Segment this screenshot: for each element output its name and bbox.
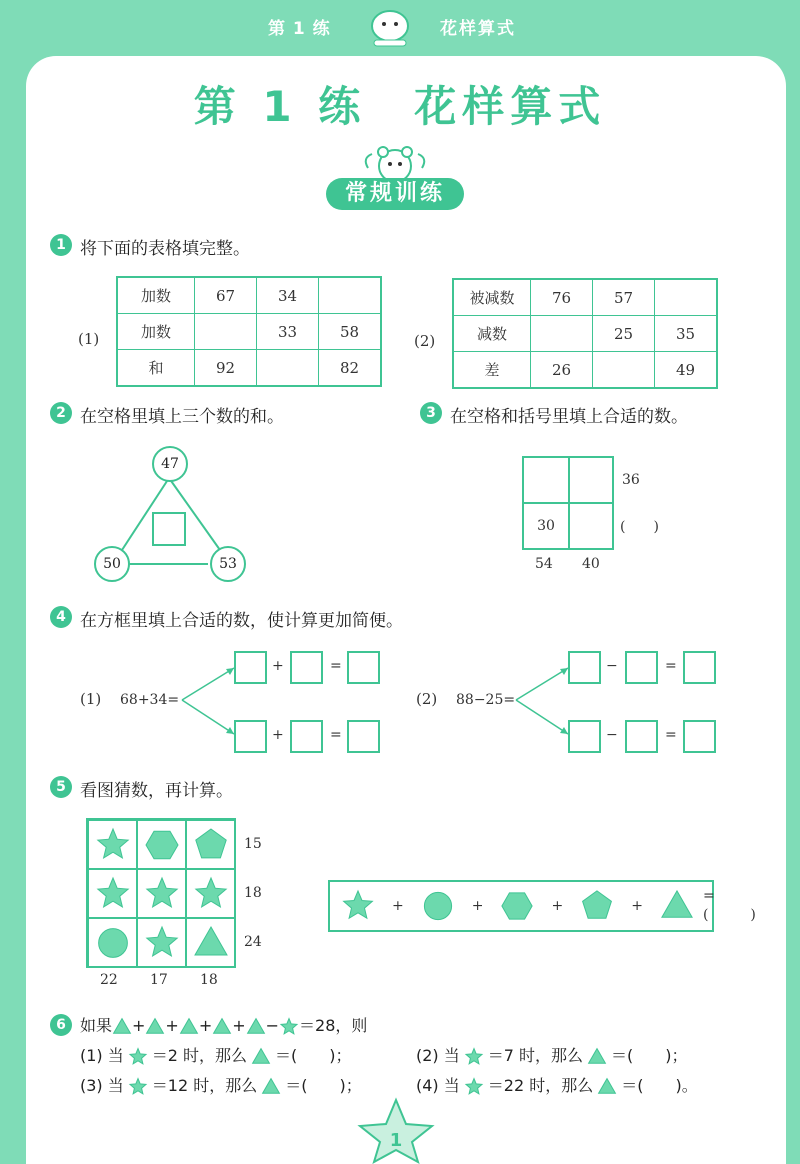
star-icon [186,869,235,918]
star-icon [128,1046,148,1065]
sum-answer-box[interactable] [152,512,186,546]
triangle-left-value: 50 [94,546,130,582]
intro-if: 如果 [80,1016,113,1035]
operator-sign: + [232,1016,246,1035]
star-icon [137,869,186,918]
question-1-text: 将下面的表格填完整。 [80,239,250,259]
line-text: (3) 当 [80,1076,124,1095]
table-cell: 被减数 [453,279,531,316]
triangle-icon [587,1046,607,1065]
line-text: (2) 当 [416,1046,460,1065]
equals-sign: = [665,658,677,674]
part-2-label: (2) [416,690,438,708]
triangle-icon [597,1076,617,1095]
col-sum-1: 54 [535,556,553,572]
answer-box[interactable] [347,720,380,753]
operator-sign: + [198,1016,213,1035]
table-cell: 加数 [117,277,195,314]
part-1-expression: 68+34= [120,692,180,708]
table-row [117,314,381,350]
minus-sign: − [606,727,618,743]
answer-box[interactable] [683,651,716,684]
answer-blank[interactable]: ＝( )； [611,1046,688,1065]
answer-box[interactable] [625,651,658,684]
equals-sign: = [330,658,342,674]
subtraction-table [452,278,718,389]
triangle-icon [186,918,235,967]
question-number-6: 6 [50,1014,72,1036]
pentagon-icon [186,820,235,869]
equals-sign: = [665,727,677,743]
table-cell-blank[interactable] [593,352,655,389]
question-number-3: 3 [420,402,442,424]
line-text: ＝12 时，那么 [151,1076,258,1095]
answer-box[interactable] [290,720,323,753]
header-topic: 花样算式 [440,19,516,39]
question-4-text: 在方框里填上合适的数，使计算更加简便。 [80,611,403,631]
split-arrows-2 [514,660,574,740]
shape-equation-box [328,880,756,932]
triangle-icon [251,1046,271,1065]
pentagon-icon [579,888,615,924]
answer-blank[interactable]: ＝( )； [275,1046,352,1065]
table-cell-blank[interactable] [319,277,382,314]
table-cell: 25 [593,316,655,352]
minus-sign: − [606,658,618,674]
triangle-icon [145,1016,165,1035]
circle-icon [88,918,137,967]
plus-sign: + [631,898,643,914]
triangle-icon [212,1016,232,1035]
equation-result-blank[interactable]: =( ) [702,888,756,923]
grid-cell-value: 30 [537,518,555,534]
table-row [453,279,717,316]
col-sum-1: 22 [100,972,118,988]
table-cell-blank[interactable] [195,314,257,350]
line-text: ＝7 时，那么 [487,1046,584,1065]
question-number-5: 5 [50,776,72,798]
plus-sign: + [551,898,564,914]
star-icon [137,918,186,967]
answer-box[interactable] [683,720,716,753]
part-2-expression: 88−25= [456,692,516,708]
circle-icon [420,888,456,924]
question-6-line-3 [80,1073,362,1097]
star-icon [464,1046,484,1065]
row-sum-3: 24 [244,934,262,950]
table-row [453,316,717,352]
answer-blank[interactable]: ＝( )； [285,1076,362,1095]
table-row [453,352,717,389]
table-cell: 26 [531,352,593,389]
table2-label: (2) [414,332,436,350]
table-cell: 58 [319,314,382,350]
star-icon [128,1076,148,1095]
mascot-icon [360,4,420,50]
table-row [117,277,381,314]
page-number: 1 [389,1130,403,1151]
title-topic: 花样算式 [414,82,607,131]
star-icon [279,1016,299,1035]
answer-box[interactable] [625,720,658,753]
question-2-text: 在空格里填上三个数的和。 [80,407,284,427]
question-number-4: 4 [50,606,72,628]
answer-box[interactable] [568,651,601,684]
hexagon-icon [137,820,186,869]
operator-sign: + [132,1016,146,1035]
table-cell: 33 [257,314,319,350]
star-icon [340,888,376,924]
table-cell: 57 [593,279,655,316]
table-cell: 差 [453,352,531,389]
table-cell: 49 [655,352,718,389]
row-sum-2-blank[interactable]: ( ) [620,519,659,535]
table-row [117,350,381,387]
triangle-icon [261,1076,281,1095]
row-sum-2: 18 [244,885,262,901]
question-6-line-2 [416,1043,688,1067]
plus-sign: + [392,898,404,914]
triangle-icon [112,1016,132,1035]
table-cell: 34 [257,277,319,314]
answer-box[interactable] [290,651,323,684]
star-icon [88,820,137,869]
square-grid [522,456,614,550]
question-6-intro [80,1013,367,1037]
intro-result: ＝28，则 [299,1016,368,1035]
triangle-icon [246,1016,266,1035]
triangle-top-value: 47 [152,446,188,482]
operator-sign: + [165,1016,179,1035]
plus-sign: + [272,727,284,743]
table-cell-blank[interactable] [531,316,593,352]
table-cell: 减数 [453,316,531,352]
answer-box[interactable] [234,720,267,753]
line-text: ＝22 时，那么 [487,1076,594,1095]
line-text: ＝2 时，那么 [151,1046,248,1065]
col-sum-2: 40 [582,556,600,572]
col-sum-3: 18 [200,972,218,988]
part-1-label: (1) [80,690,102,708]
triangle-icon [179,1016,199,1035]
addition-table [116,276,382,387]
table-cell: 和 [117,350,195,387]
plus-sign: + [471,898,484,914]
table-cell: 67 [195,277,257,314]
answer-box[interactable] [347,651,380,684]
plus-sign: + [272,658,284,674]
question-number-2: 2 [50,402,72,424]
section-badge: 常规训练 [326,178,464,210]
triangle-icon [659,888,695,924]
hexagon-icon [499,888,535,924]
table-cell: 92 [195,350,257,387]
question-3-text: 在空格和括号里填上合适的数。 [450,407,688,427]
table-cell: 82 [319,350,382,387]
split-arrows-1 [180,660,240,740]
answer-box[interactable] [568,720,601,753]
star-icon [88,869,137,918]
title-lesson: 第 1 练 [193,82,367,131]
table-cell: 35 [655,316,718,352]
row-sum-1: 36 [622,472,640,488]
table-cell-blank[interactable] [257,350,319,387]
question-5-text: 看图猜数，再计算。 [80,781,233,801]
row-sum-1: 15 [244,836,262,852]
answer-blank[interactable]: ＝( )。 [621,1076,698,1095]
triangle-right-value: 53 [210,546,246,582]
equals-sign: = [330,727,342,743]
question-6-line-4 [416,1073,698,1097]
col-sum-2: 17 [150,972,168,988]
star-icon [464,1076,484,1095]
intro-shape-expression [112,1016,299,1035]
operator-sign: − [265,1016,280,1035]
table-cell: 76 [531,279,593,316]
table-cell: 加数 [117,314,195,350]
table1-label: (1) [78,330,100,348]
page-title [0,74,800,134]
table-cell-blank[interactable] [655,279,718,316]
line-text: (4) 当 [416,1076,460,1095]
question-6-line-1 [80,1043,352,1067]
answer-box[interactable] [234,651,267,684]
shape-grid [86,818,236,968]
line-text: (1) 当 [80,1046,124,1065]
header-lesson: 第 1 练 [268,19,331,39]
question-number-1: 1 [50,234,72,256]
